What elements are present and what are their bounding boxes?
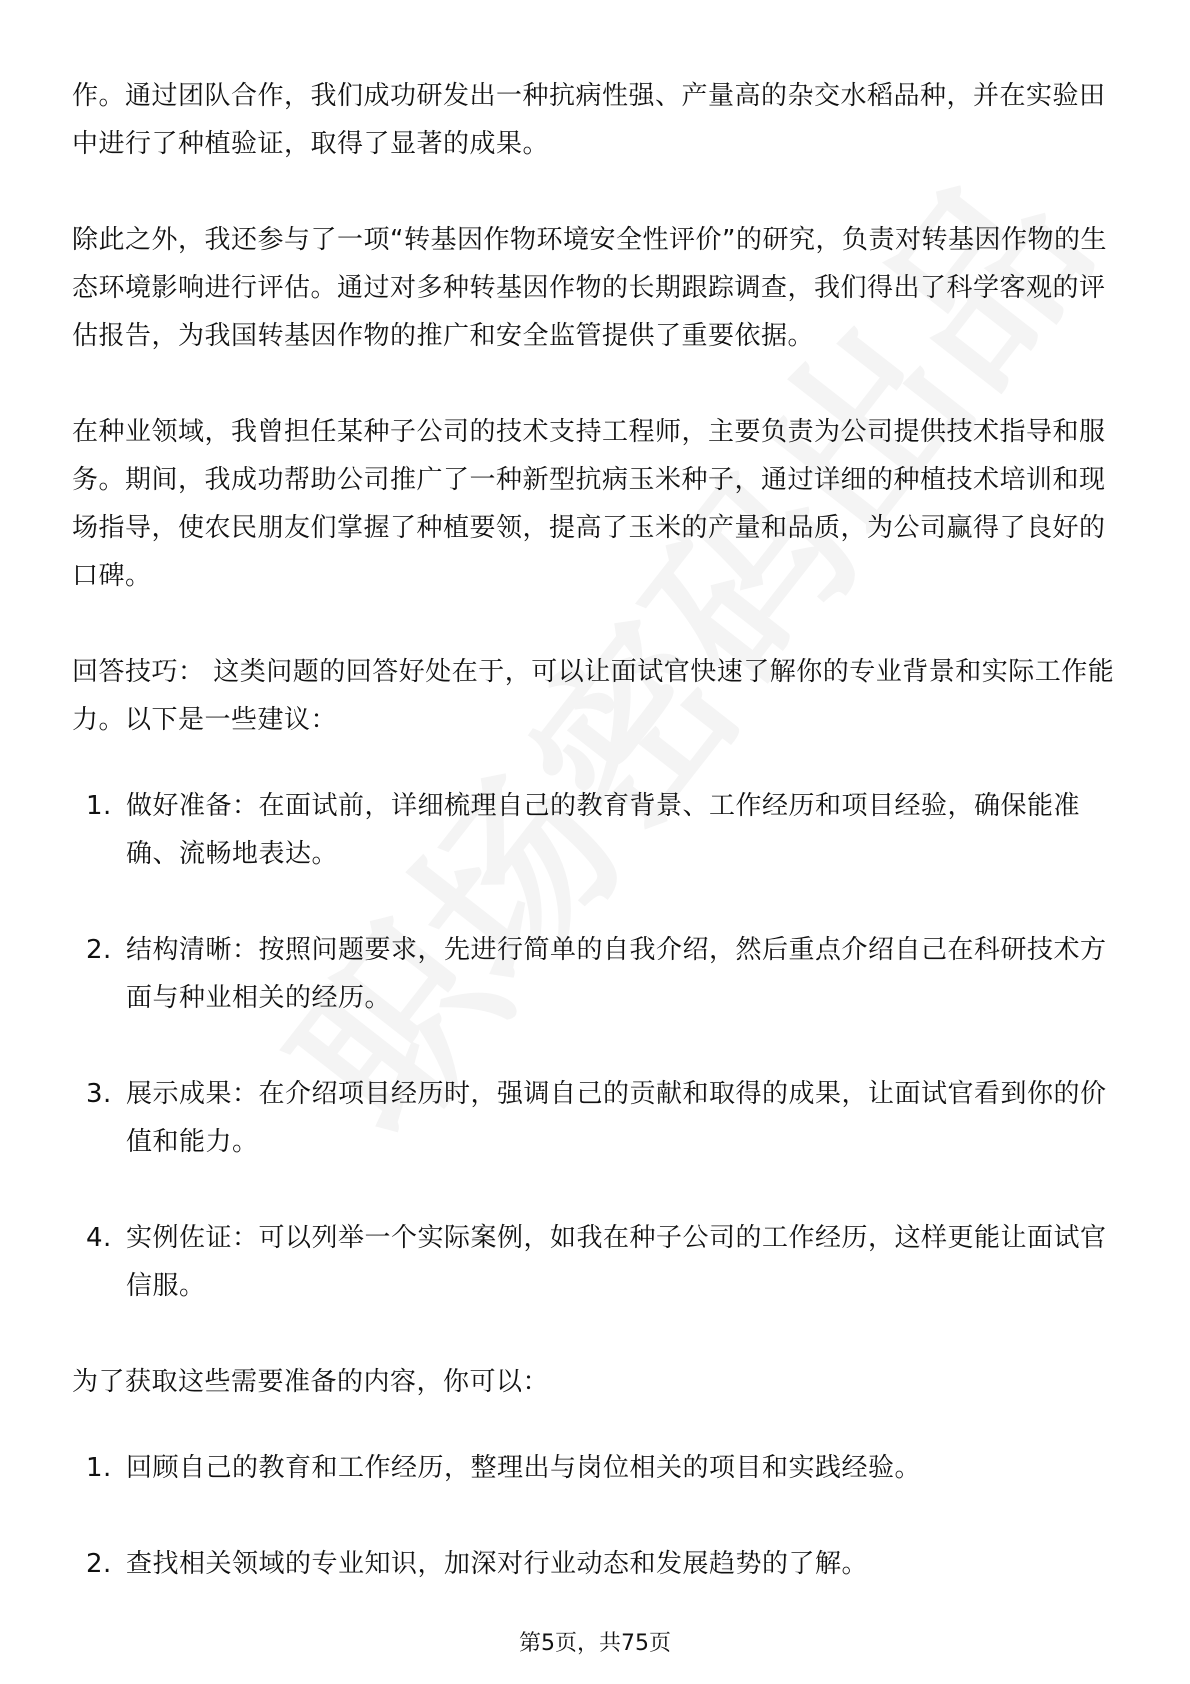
list-item-text: 做好准备：在面试前，详细梳理自己的教育背景、工作经历和项目经验，确保能准确、流畅地表达。 (126, 791, 1081, 869)
list-item-text: 实例佐证：可以列举一个实际案例，如我在种子公司的工作经历，这样更能让面试官信服。 (126, 1223, 1107, 1301)
list-item (72, 926, 1122, 1022)
paragraph-prep-intro: 为了获取这些需要准备的内容，你可以： (72, 1367, 550, 1397)
list-number: 1. (86, 791, 112, 821)
list-item-text: 查找相关领域的专业知识，加深对行业动态和发展趋势的了解。 (126, 1549, 869, 1579)
list-item (72, 1540, 1122, 1588)
paragraph-research-result: 作。通过团队合作，我们成功研发出一种抗病性强、产量高的杂交水稻品种，并在实验田中进行了种植验证，取得了显著的成果。 (72, 81, 1106, 159)
list-item-text: 回顾自己的教育和工作经历，整理出与岗位相关的项目和实践经验。 (126, 1453, 922, 1483)
page-footer: 第5页，共75页 (519, 1631, 671, 1656)
list-number: 2. (86, 1549, 112, 1579)
paragraph-seed-industry: 在种业领域，我曾担任某种子公司的技术支持工程师，主要负责为公司提供技术指导和服务。期间，我成功帮助公司推广了一种新型抗病玉米种子，通过详细的种植技术培训和现场指导，使农民朋友们掌握了种植要领，提高了玉米的产量和品质，为公司赢得了良好的口碑。 (72, 417, 1106, 591)
list-item (72, 1444, 1122, 1492)
list-number: 3. (86, 1079, 112, 1109)
list-number: 1. (86, 1453, 112, 1483)
tips-list (72, 782, 1122, 1310)
list-number: 4. (86, 1223, 112, 1253)
list-number: 2. (86, 935, 112, 965)
paragraph-gmo-evaluation: 除此之外，我还参与了一项“转基因作物环境安全性评价”的研究，负责对转基因作物的生态环境影响进行评估。通过对多种转基因作物的长期跟踪调查，我们得出了科学客观的评估报告，为我国转基因作物的推广和安全监管提供了重要依据。 (72, 225, 1107, 351)
list-item (72, 1214, 1122, 1310)
list-item (72, 782, 1122, 878)
prep-list (72, 1444, 1122, 1588)
document-body (72, 72, 1122, 1636)
list-item-text: 结构清晰：按照问题要求，先进行简单的自我介绍，然后重点介绍自己在科研技术方面与种业相关的经历。 (126, 935, 1107, 1013)
list-item (72, 1070, 1122, 1166)
list-item-text: 展示成果：在介绍项目经历时，强调自己的贡献和取得的成果，让面试官看到你的价值和能力。 (126, 1079, 1107, 1157)
paragraph-answer-tips: 回答技巧： 这类问题的回答好处在于，可以让面试官快速了解你的专业背景和实际工作能力。以下是一些建议： (72, 657, 1115, 735)
